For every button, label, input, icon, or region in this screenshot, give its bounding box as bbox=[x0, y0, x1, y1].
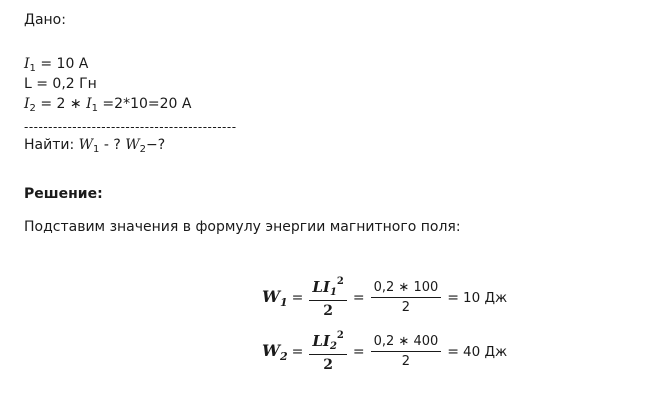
given-heading: Дано: bbox=[24, 12, 66, 28]
w2-subscript: 2 bbox=[139, 144, 147, 155]
find-line bbox=[24, 137, 165, 158]
eq1-lhs: $W_1$ bbox=[262, 286, 288, 309]
eq2-result: 40 Дж bbox=[463, 343, 508, 360]
i2-subscript: 2 bbox=[29, 103, 36, 114]
eq1-numeric-denominator: 2 bbox=[401, 300, 411, 315]
given-separator: -------------------------------------------- bbox=[24, 120, 237, 134]
find-label: Найти: bbox=[24, 137, 79, 153]
i2-value: =2*10=20 А bbox=[97, 96, 192, 112]
eq2-numeric-denominator: 2 bbox=[401, 354, 411, 369]
eq1-result: 10 Дж bbox=[463, 289, 508, 306]
w1-symbol: W bbox=[78, 137, 94, 153]
given-i2-line bbox=[24, 96, 191, 117]
solution-intro: Подставим значения в формулу энергии магнитного поля: bbox=[24, 219, 461, 235]
i1-subscript: 1 bbox=[29, 63, 36, 74]
eq1-formula-numerator: $LI_1^2$ bbox=[309, 276, 347, 301]
w2-symbol: W bbox=[125, 137, 140, 153]
i1-symbol-ref: I bbox=[86, 96, 92, 112]
i2-symbol: I bbox=[24, 96, 30, 112]
i1-value: = 10 А bbox=[35, 56, 89, 72]
i1-subscript-ref: 1 bbox=[91, 103, 98, 114]
eq2-formula-fraction bbox=[309, 330, 347, 373]
equation-w2 bbox=[262, 330, 507, 373]
eq2-numeric-numerator: 0,2 ∗ 400 bbox=[371, 334, 442, 352]
eq2-formula-numerator: $LI_2^2$ bbox=[309, 330, 347, 355]
eq1-numeric-fraction bbox=[371, 280, 442, 315]
solution-heading: Решение: bbox=[24, 186, 103, 202]
eq1-equals-3: = bbox=[447, 289, 459, 306]
eq2-numeric-fraction bbox=[371, 334, 442, 369]
eq2-equals-2: = bbox=[352, 343, 365, 360]
find-mid: - ? bbox=[99, 137, 126, 153]
eq2-equals: = bbox=[291, 343, 304, 360]
find-end: −? bbox=[146, 137, 166, 153]
eq1-formula-denominator: 2 bbox=[323, 303, 333, 319]
eq2-lhs: $W_2$ bbox=[262, 340, 288, 363]
w1-subscript: 1 bbox=[93, 144, 100, 155]
given-l-line: L = 0,2 Гн bbox=[24, 76, 97, 92]
eq2-formula-denominator: 2 bbox=[323, 357, 333, 373]
equation-w1 bbox=[262, 276, 507, 319]
i2-mid: = 2 ∗ bbox=[35, 96, 87, 112]
eq2-equals-3: = bbox=[447, 343, 459, 360]
eq1-equals: = bbox=[291, 289, 304, 306]
eq1-equals-2: = bbox=[352, 289, 365, 306]
given-i1-line bbox=[24, 56, 88, 77]
eq1-numeric-numerator: 0,2 ∗ 100 bbox=[371, 280, 442, 298]
i1-symbol: I bbox=[24, 56, 30, 72]
eq1-formula-fraction bbox=[309, 276, 347, 319]
